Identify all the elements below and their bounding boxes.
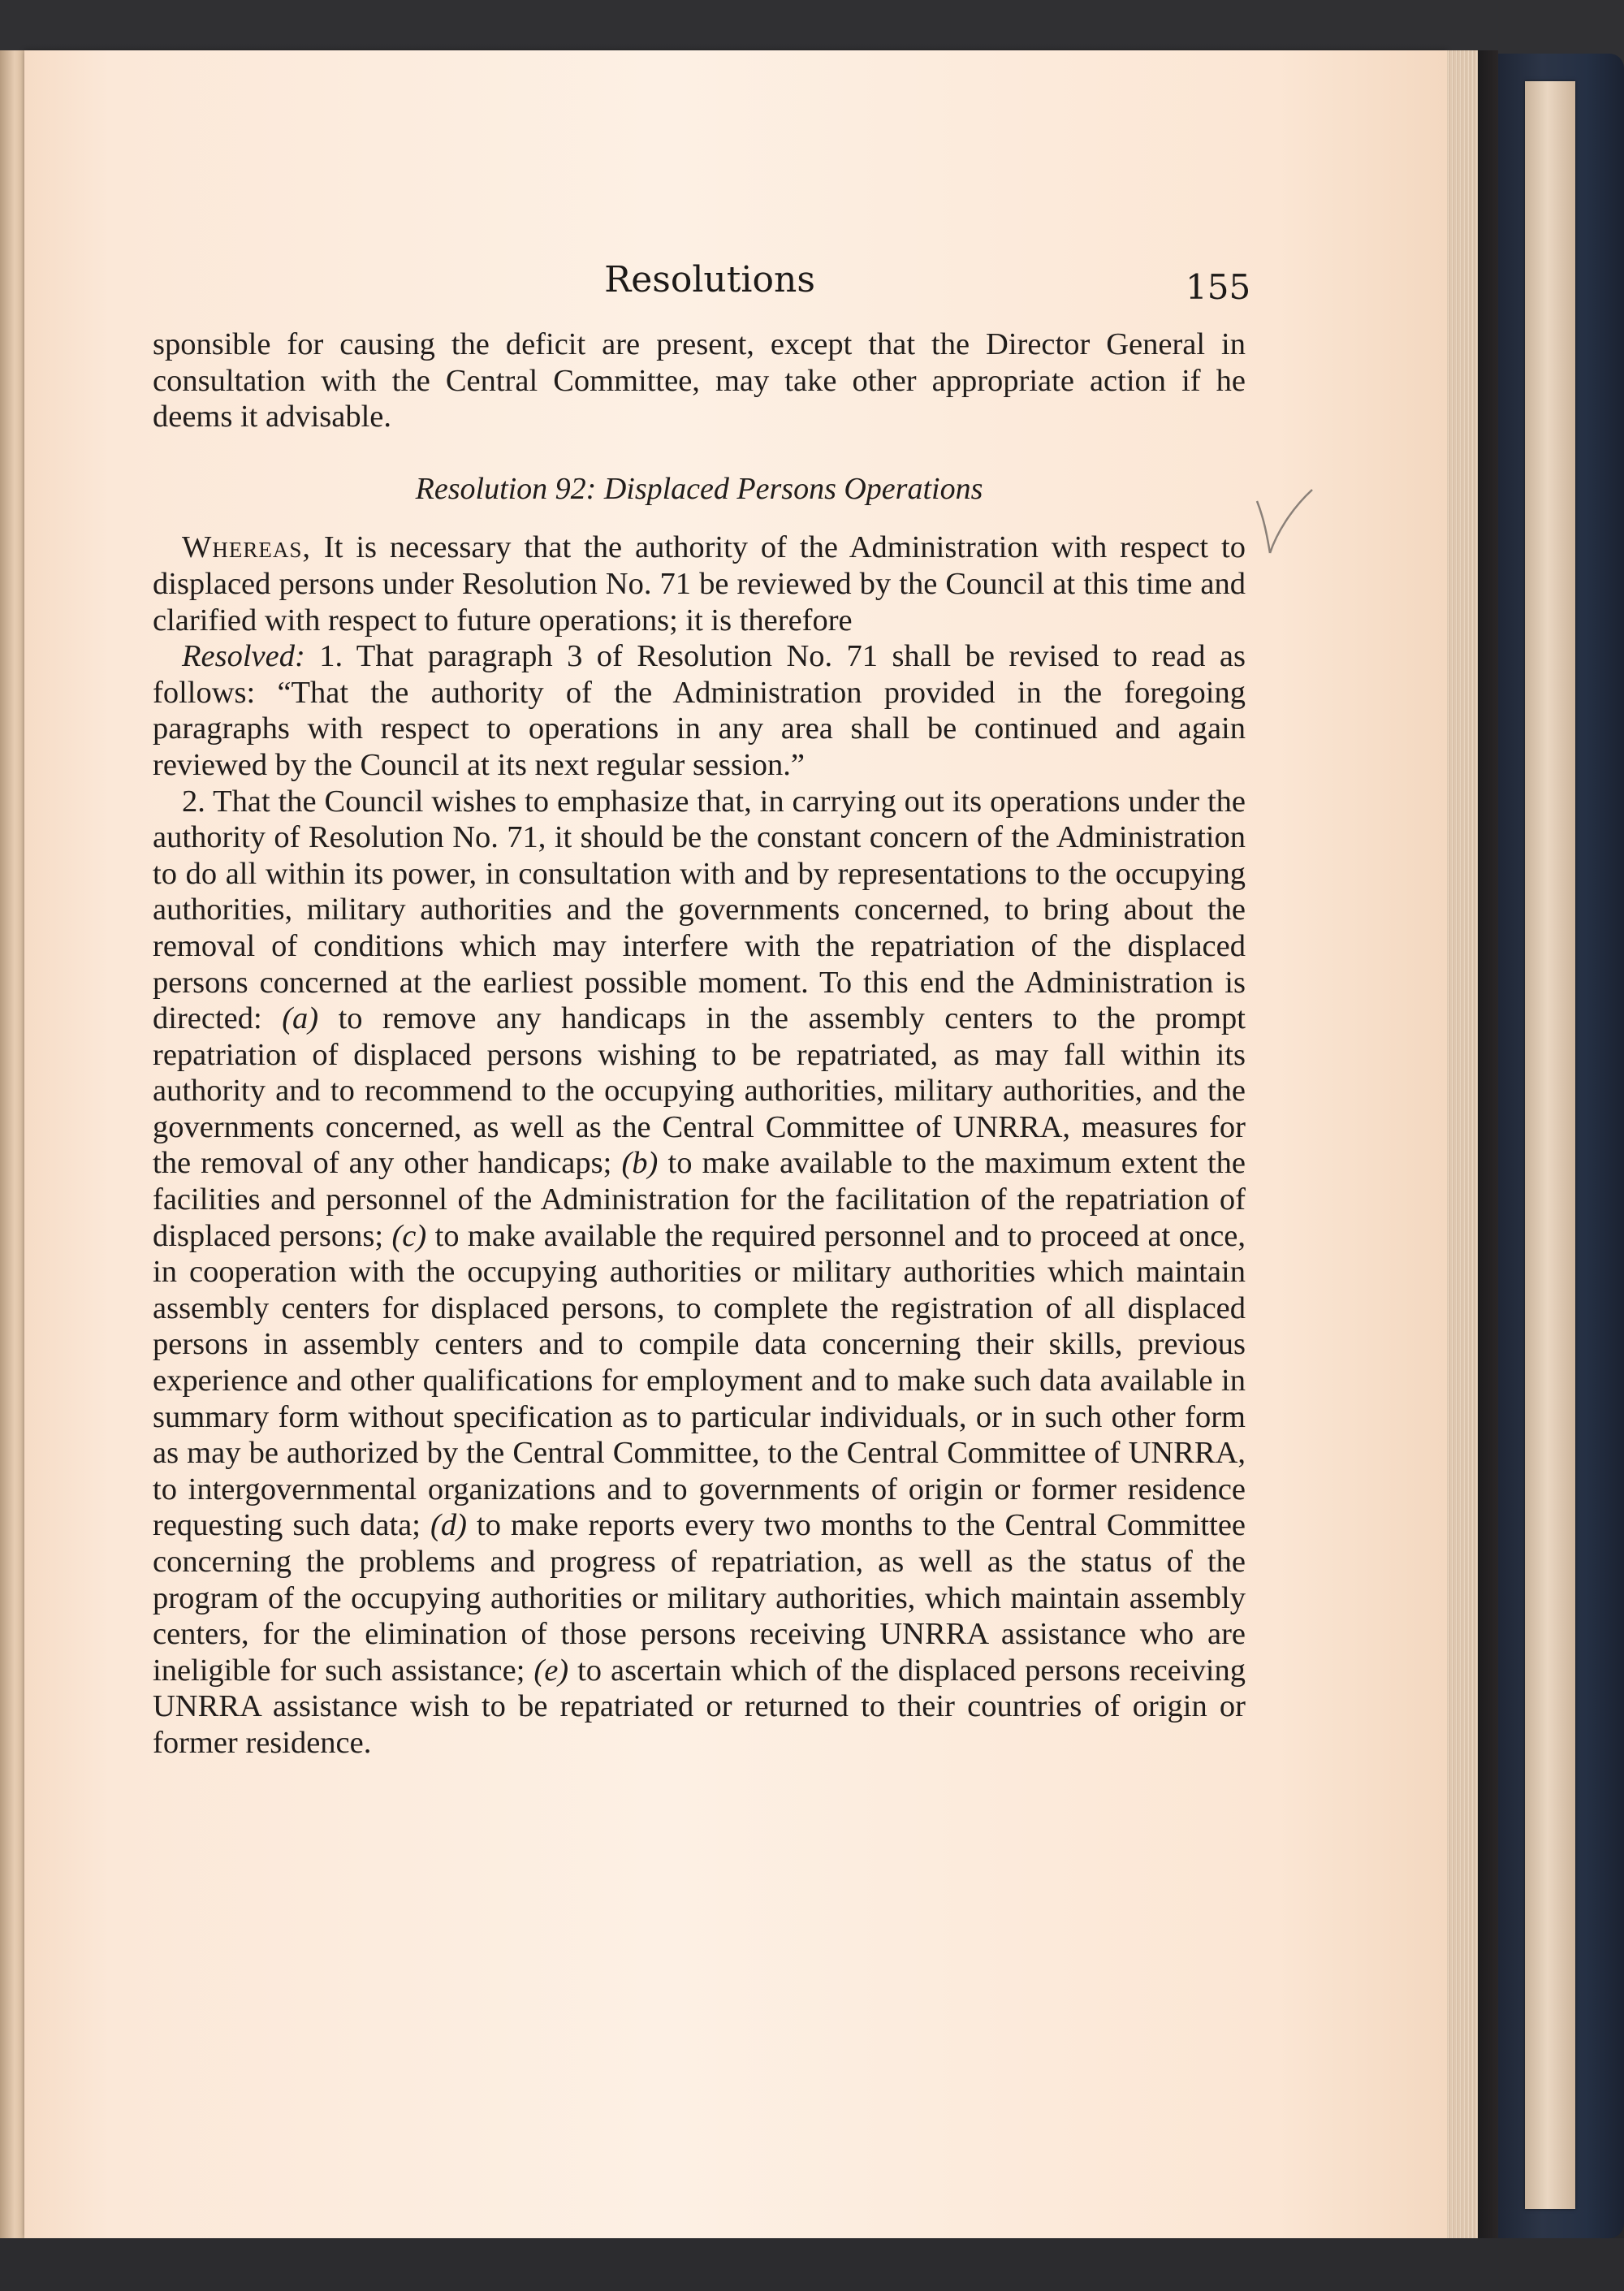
carryover-paragraph: sponsible for causing the deficit are present, except that the Director General in consultation with the Central Committee, may take other appropriate action if he deems it advisable. [153, 327, 1246, 434]
running-head: Resolutions [604, 259, 815, 300]
body-text [153, 326, 1246, 1761]
left-page-edge [0, 50, 24, 2243]
item-d-text: to make reports every two months to the Central Committee concerning the problems and progress of repatriation, as well as the status of the program of the occupying authorities or military authorities, which maintain assembly centers, for the elimination of those persons receiving UNRRA assistance who are ineligible for such assistance; [153, 1508, 1246, 1688]
back-page-block [1525, 81, 1575, 2209]
resolution-title: Resolution 92: Displaced Persons Operations [415, 471, 983, 506]
item-d-label: (d) [430, 1508, 467, 1543]
page-number: 155 [1186, 267, 1251, 307]
resolved-text: 1. That paragraph 3 of Resolution No. 71 shall be revised to read as follows: “That the authority of the Administration provided in the foregoing paragraphs with respect to operations in any area shall be continued and again reviewed by the Council at its next regular session.” [153, 639, 1246, 782]
item-a-text: to remove any handicaps in the assembly centers to the prompt repatriation of displaced persons wishing to be repatriated, as may fall within its authority and to recommend to the occupying authorities, military authorities, and the governments concerned, as well as the Central Committee of UNRRA, measures for the removal of any other handicaps; [153, 1001, 1246, 1181]
item-a-label: (a) [282, 1001, 319, 1036]
page-block-edge [1447, 50, 1478, 2238]
item-e-text: to ascertain which of the displaced persons receiving UNRRA assistance wish to be repatriated or returned to their countries of origin or former residence. [153, 1653, 1246, 1760]
resolved-lead: Resolved: [182, 639, 305, 674]
book-page [24, 50, 1447, 2238]
paragraph-2-intro: 2. That the Council wishes to emphasize that, in carrying out its operations under the authority of Resolution No. 71, it should be the constant concern of the Administration to do all within its power, in consultation with and by representations to the occupying authorities, military authorities and the governments concerned, to bring about the removal of conditions which may interfere with the repatriation of the displaced persons concerned at the earliest possible moment. To this end the Administration is directed: [153, 784, 1246, 1036]
resolved-paragraph [153, 638, 1246, 783]
item-c-text: to make available the required personnel and to proceed at once, in cooperation with the occupying authorities or military authorities which maintain assembly centers for displaced persons, to complete the registration of all displaced persons in assembly centers and to compile data concerning their skills, previous experience and other qualifications for employment and to make such data available in summary form without specification as to particular individuals, or in such other form as may be authorized by the Central Committee, to the Central Committee of UNRRA, to intergovernmental organizations and to governments of origin or former residence requesting such data; [153, 1218, 1246, 1543]
item-b-label: (b) [621, 1146, 659, 1181]
whereas-lead: Whereas, [182, 530, 311, 565]
item-b-text: to make available to the maximum extent the facilities and personnel of the Administration for the facilitation of the repatriation of displaced persons; [153, 1146, 1246, 1253]
scan-background-bottom [0, 2238, 1624, 2291]
whereas-paragraph [153, 530, 1246, 638]
spine-shadow [1478, 50, 1498, 2238]
item-c-label: (c) [391, 1218, 427, 1253]
pencil-check-mark-icon [1252, 485, 1317, 566]
item-e-label: (e) [533, 1653, 569, 1688]
whereas-text: It is necessary that the authority of the Administration with respect to displaced persons under Resolution No. 71 be reviewed by the Council at this time and clarified with respect to future operations; it is therefore [153, 530, 1246, 638]
page-header [24, 259, 1447, 308]
paragraph-2 [153, 784, 1246, 1761]
